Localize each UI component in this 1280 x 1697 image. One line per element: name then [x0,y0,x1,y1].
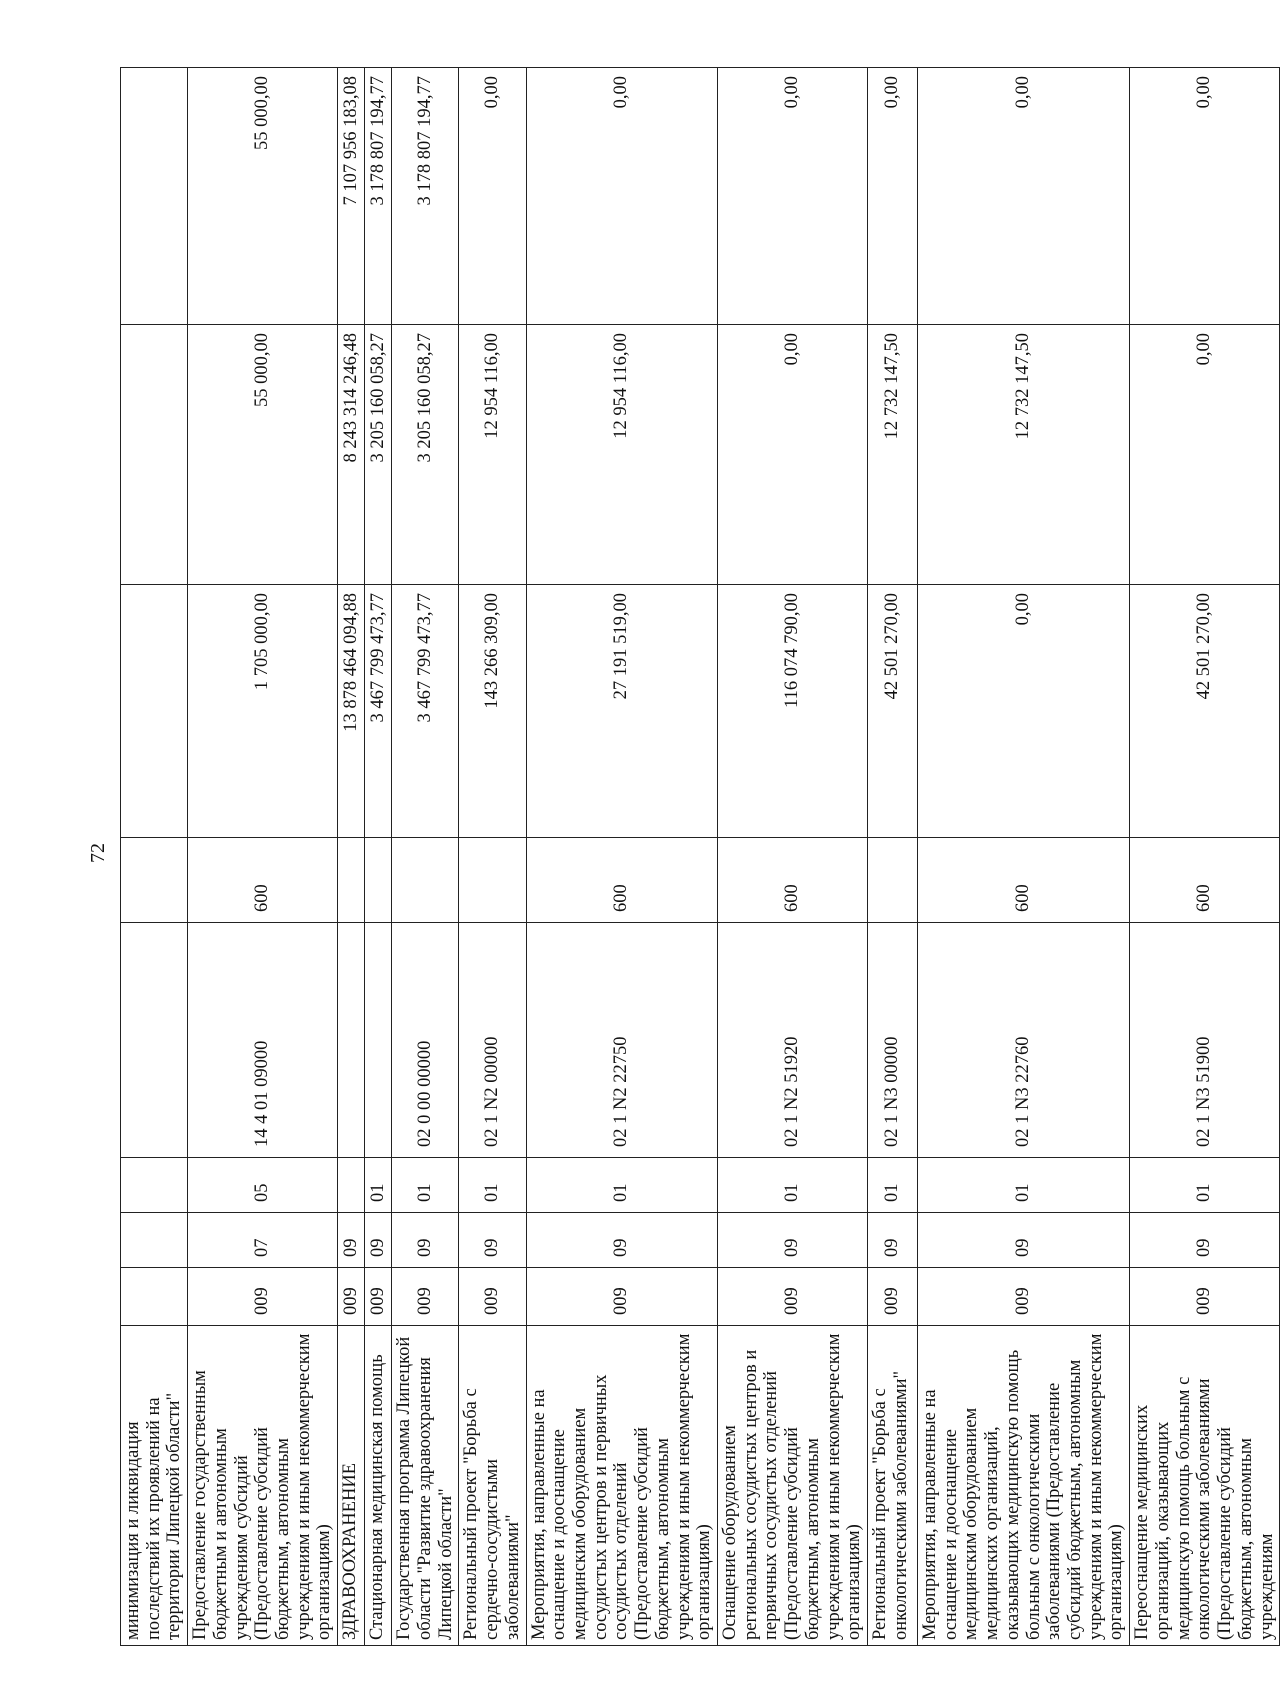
budget-table-page [120,68,1277,1646]
cell-name: Региональный проект "Борьба с онкологическими заболеваниями" [868,1326,918,1646]
cell-section [121,1213,188,1268]
cell-section: 09 [868,1213,918,1268]
cell-2023 [121,68,188,325]
cell-section: 09 [392,1213,459,1268]
cell-2023: 7 107 956 183,08 [338,68,365,325]
cell-2023: 55 000,00 [188,68,338,325]
cell-section: 09 [459,1213,526,1268]
cell-subsection: 01 [392,1158,459,1213]
cell-2022: 0,00 [1130,325,1280,585]
cell-section: 09 [526,1213,717,1268]
cell-expense [338,838,365,923]
cell-section: 09 [365,1213,392,1268]
cell-target: 02 1 N2 51920 [717,923,867,1158]
table-row [392,68,459,1646]
page-number: 72 [87,843,109,863]
cell-2022: 8 243 314 246,48 [338,325,365,585]
cell-2022: 55 000,00 [188,325,338,585]
cell-2022: 12 732 147,50 [918,325,1130,585]
cell-expense: 600 [188,838,338,923]
cell-2021: 3 467 799 473,77 [392,585,459,838]
cell-2021: 27 191 519,00 [526,585,717,838]
cell-subsection [338,1158,365,1213]
cell-expense [121,838,188,923]
cell-2021: 1 705 000,00 [188,585,338,838]
cell-section: 07 [188,1213,338,1268]
cell-name: Предоставление государственным бюджетным и автономным учреждениям субсидий (Предоставление субсидий бюджетным, автономным учреждениям и иным некоммерческим организациям) [188,1326,338,1646]
cell-target: 02 1 N3 22760 [918,923,1130,1158]
cell-target: 02 1 N3 00000 [868,923,918,1158]
budget-table [120,67,1280,1646]
cell-expense: 600 [1130,838,1280,923]
cell-admin: 009 [918,1268,1130,1326]
cell-admin: 009 [459,1268,526,1326]
cell-2022 [121,325,188,585]
cell-subsection: 01 [868,1158,918,1213]
cell-2022: 12 954 116,00 [526,325,717,585]
cell-target: 02 1 N2 00000 [459,923,526,1158]
cell-admin: 009 [338,1268,365,1326]
cell-2021: 0,00 [918,585,1130,838]
cell-section: 09 [1130,1213,1280,1268]
cell-name: Переоснащение медицинских организаций, оказывающих медицинскую помощь больным с онкологическими заболеваниями (Предоставление субсидий бюджетным, автономным учреждениям [1130,1326,1280,1646]
cell-2023: 0,00 [868,68,918,325]
cell-name: Государственная программа Липецкой области "Развитие здравоохранения Липецкой области" [392,1326,459,1646]
cell-subsection: 01 [717,1158,867,1213]
table-row [868,68,918,1646]
cell-2022: 0,00 [717,325,867,585]
cell-2021: 116 074 790,00 [717,585,867,838]
cell-2023: 0,00 [1130,68,1280,325]
table-row [918,68,1130,1646]
cell-section: 09 [717,1213,867,1268]
cell-subsection: 01 [365,1158,392,1213]
cell-admin: 009 [717,1268,867,1326]
cell-name: Мероприятия, направленные на оснащение и дооснащение медицинским оборудованием медицинских организаций, оказывающих медицинскую помощь больным с онкологическими заболеваниями (Предоставление субсидий бюджетным, автономным учреждениям и иным некоммерческим организациям) [918,1326,1130,1646]
cell-2022: 3 205 160 058,27 [392,325,459,585]
cell-name: Оснащение оборудованием региональных сосудистых центров и первичных сосудистых отделений (Предоставление субсидий бюджетным, автономным учреждениям и иным некоммерческим организациям) [717,1326,867,1646]
table-row [121,68,188,1646]
cell-2023: 0,00 [918,68,1130,325]
cell-admin: 009 [868,1268,918,1326]
cell-admin [121,1268,188,1326]
cell-2021: 3 467 799 473,77 [365,585,392,838]
cell-admin: 009 [188,1268,338,1326]
cell-target [338,923,365,1158]
cell-name: Стационарная медицинская помощь [365,1326,392,1646]
table-row [338,68,365,1646]
cell-admin: 009 [392,1268,459,1326]
cell-subsection: 01 [526,1158,717,1213]
cell-name: Мероприятия, направленные на оснащение и дооснащение медицинским оборудованием сосудистых центров и первичных сосудистых отделений (Предоставление субсидий бюджетным, автономным учреждениям и иным некоммерческим организациям) [526,1326,717,1646]
cell-2023: 0,00 [526,68,717,325]
cell-subsection: 01 [918,1158,1130,1213]
cell-2021: 42 501 270,00 [868,585,918,838]
cell-target: 02 1 N3 51900 [1130,923,1280,1158]
cell-2023: 3 178 807 194,77 [392,68,459,325]
cell-name: минимизация и ликвидация последствий их проявлений на территории Липецкой области" [121,1326,188,1646]
table-row [1130,68,1280,1646]
cell-expense: 600 [918,838,1130,923]
cell-2021: 42 501 270,00 [1130,585,1280,838]
cell-2021: 143 266 309,00 [459,585,526,838]
cell-section: 09 [918,1213,1130,1268]
table-row [459,68,526,1646]
table-row [717,68,867,1646]
cell-expense [365,838,392,923]
cell-target: 02 1 N2 22750 [526,923,717,1158]
cell-2021: 13 878 464 094,88 [338,585,365,838]
cell-2023: 0,00 [717,68,867,325]
cell-target [365,923,392,1158]
table-row [526,68,717,1646]
cell-2021 [121,585,188,838]
cell-target: 14 4 01 09000 [188,923,338,1158]
cell-name: Региональный проект "Борьба с сердечно-сосудистыми заболеваниями" [459,1326,526,1646]
cell-subsection: 01 [459,1158,526,1213]
cell-2022: 12 732 147,50 [868,325,918,585]
table-row [188,68,338,1646]
cell-subsection: 01 [1130,1158,1280,1213]
cell-admin: 009 [526,1268,717,1326]
cell-expense [459,838,526,923]
cell-target [121,923,188,1158]
cell-target: 02 0 00 00000 [392,923,459,1158]
cell-admin: 009 [365,1268,392,1326]
cell-expense [392,838,459,923]
cell-2022: 12 954 116,00 [459,325,526,585]
cell-subsection [121,1158,188,1213]
cell-name: ЗДРАВООХРАНЕНИЕ [338,1326,365,1646]
cell-2022: 3 205 160 058,27 [365,325,392,585]
cell-expense: 600 [717,838,867,923]
cell-2023: 0,00 [459,68,526,325]
cell-expense: 600 [526,838,717,923]
table-row [365,68,392,1646]
cell-subsection: 05 [188,1158,338,1213]
cell-section: 09 [338,1213,365,1268]
cell-admin: 009 [1130,1268,1280,1326]
cell-expense [868,838,918,923]
cell-2023: 3 178 807 194,77 [365,68,392,325]
